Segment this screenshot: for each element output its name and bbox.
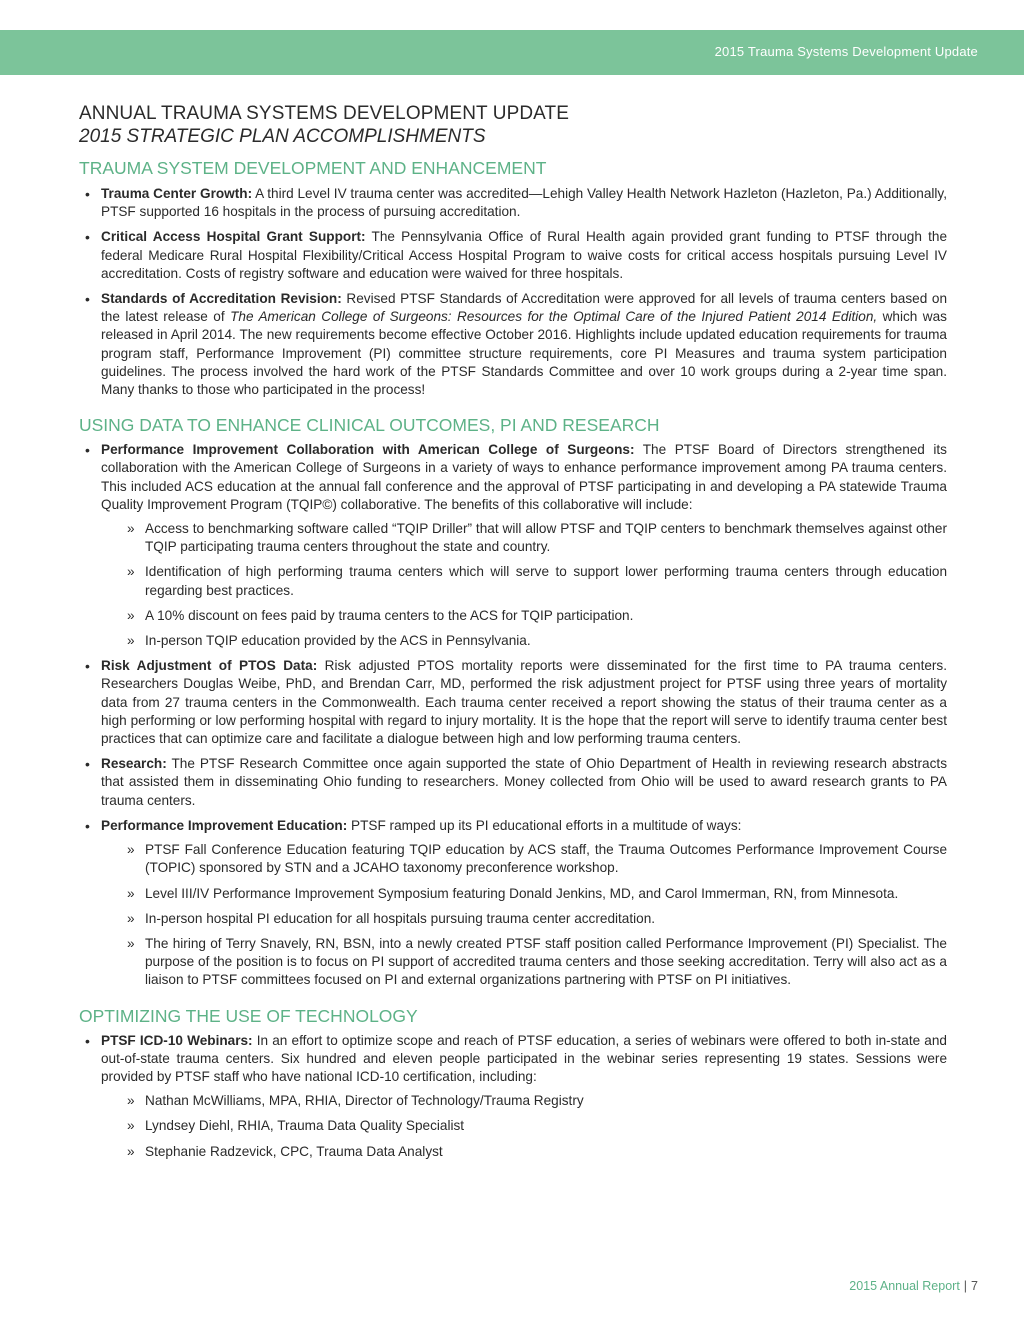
section-heading-using-data: USING DATA TO ENHANCE CLINICAL OUTCOMES, PI AND RESEARCH (79, 415, 660, 436)
bullet-item (79, 755, 947, 810)
sub-item: » Nathan McWilliams, MPA, RHIA, Director of Technology/Trauma Registry (101, 1092, 947, 1110)
bullet-item (79, 290, 947, 399)
bullet-text: A third Level IV trauma center was accredited—Lehigh Valley Health Network Hazleton (Hazleton, Pa.) Additionally, PTSF supported 16 hospitals in the process of pursuing accreditation. (101, 186, 947, 220)
sub-item: » Identification of high performing trauma centers which will serve to support lower performing trauma centers through education regarding best practices. (101, 563, 947, 599)
bullet-text: In an effort to optimize scope and reach of PTSF education, a series of webinars were offered to both in-state and out-of-state trauma centers. Six hundred and eleven people participated in the webinar series representing 19 states. Sessions were provided by PTSF staff who have national ICD-10 certification, including: (101, 1032, 947, 1084)
sub-item: » Lyndsey Diehl, RHIA, Trauma Data Quality Specialist (101, 1117, 947, 1135)
bullet-lead: Risk Adjustment of PTOS Data: (101, 658, 318, 674)
bullet-text: The Pennsylvania Office of Rural Health again provided grant funding to PTSF through the federal Medicare Rural Hospital Flexibility/Critical Access Hospital Program to waive costs for critical access hospitals pursuing Level IV accreditation. Costs of registry software and education were waived for three hospitals. (101, 229, 948, 281)
sub-item: » PTSF Fall Conference Education featuring TQIP education by ACS staff, the Trauma Outcomes Performance Improvement Course (TOPIC) sponsored by STN and a JCAHO taxonomy preconference workshop. (101, 841, 947, 877)
header-title: 2015 Trauma Systems Development Update (714, 44, 978, 59)
page-content (79, 102, 947, 1161)
bullet-item (79, 228, 947, 283)
bullet-lead: Research: (101, 756, 167, 772)
sub-item: » In-person hospital PI education for all hospitals pursuing trauma center accreditation. (101, 910, 947, 928)
bullet-lead: Critical Access Hospital Grant Support: (101, 229, 366, 245)
bullet-item (79, 185, 947, 221)
footer-separator: | (963, 1279, 968, 1293)
document-title: ANNUAL TRAUMA SYSTEMS DEVELOPMENT UPDATE (79, 103, 570, 124)
bullet-item (79, 657, 947, 748)
page-footer (849, 1279, 978, 1293)
sub-item: » Stephanie Radzevick, CPC, Trauma Data Analyst (101, 1143, 947, 1161)
page-number: 7 (971, 1279, 978, 1293)
bullet-lead: Performance Improvement Education: (101, 817, 348, 833)
sub-item: » Access to benchmarking software called “TQIP Driller” that will allow PTSF and TQIP centers to benchmark themselves against other TQIP participating trauma centers throughout the state and country. (101, 520, 947, 556)
section-heading-system-development: TRAUMA SYSTEM DEVELOPMENT AND ENHANCEMENT (79, 158, 547, 178)
header-bar (0, 30, 1024, 75)
sub-item: » Level III/IV Performance Improvement Symposium featuring Donald Jenkins, MD, and Carol Immerman, RN, from Minnesota. (101, 885, 947, 903)
sub-item: » A 10% discount on fees paid by trauma centers to the ACS for TQIP participation. (101, 607, 947, 625)
sub-item: » In-person TQIP education provided by the ACS in Pennsylvania. (101, 632, 947, 650)
bullet-italic-title: The American College of Surgeons: Resources for the Optimal Care of the Injured Patient 2014 Edition, (230, 309, 878, 325)
bullet-list (79, 1032, 947, 1161)
bullet-list (79, 441, 947, 989)
bullet-item (79, 1032, 947, 1161)
bullet-lead: Performance Improvement Collaboration with American College of Surgeons: (101, 442, 635, 458)
bullet-list (79, 185, 947, 399)
footer-label: 2015 Annual Report (849, 1279, 960, 1293)
sub-list (101, 520, 947, 650)
sub-list (101, 1092, 947, 1161)
bullet-text: PTSF ramped up its PI educational efforts in a multitude of ways: (347, 817, 742, 833)
bullet-text: The PTSF Board of Directors strengthened its collaboration with the American College of Surgeons in a variety of ways to enhance performance improvement among PA trauma centers. This included ACS education at the annual fall conference and the approval of PTSF participating in and developing a PA statewide Trauma Quality Improvement Program (TQIP©) collaborative. The benefits of this collaborative will include: (101, 442, 947, 512)
bullet-lead: Standards of Accreditation Revision: (101, 291, 342, 307)
bullet-text: Risk adjusted PTOS mortality reports were disseminated for the first time to PA trauma centers. Researchers Douglas Weibe, PhD, and Brendan Carr, MD, performed the risk adjustment project for PTSF using three years of mortality data from 27 trauma centers in the Commonwealth. Each trauma center received a report showing the status of their trauma center as a high performing or low performing hospital with regard to injury mortality. It is the hope that the report will serve to identify trauma center best practices that can optimize care and facilitate a dialogue between high and low performing trauma centers. (101, 658, 948, 747)
bullet-lead: PTSF ICD-10 Webinars: (101, 1032, 253, 1048)
bullet-text: The PTSF Research Committee once again supported the state of Ohio Department of Health in reviewing research abstracts that assisted them in disseminating Ohio funding to researchers. Money collected from Ohio will be used to award research grants to PA trauma centers. (101, 756, 947, 808)
section-heading-technology: OPTIMIZING THE USE OF TECHNOLOGY (79, 1005, 418, 1026)
document-subtitle: 2015 STRATEGIC PLAN ACCOMPLISHMENTS (79, 126, 486, 147)
bullet-item (79, 817, 947, 990)
sub-list (101, 841, 947, 989)
bullet-lead: Trauma Center Growth: (101, 186, 253, 201)
bullet-item (79, 441, 947, 650)
bullet-text: which was released in April 2014. The new requirements become effective October 2016. Highlights include updated education requirements for trauma program staff, Performance Improvement (PI) committee structure requirements, core PI Measures and trauma system participation guidelines. The process involved the hard work of the PTSF Standards Committee and over 10 work groups during a 2-year time span. Many thanks to those who participated in the process! (101, 309, 947, 398)
bullet-text: Revised PTSF Standards of Accreditation were approved for all levels of trauma centers based on the latest release of (101, 291, 948, 325)
sub-item: » The hiring of Terry Snavely, RN, BSN, into a newly created PTSF staff position called Performance Improvement (PI) Specialist. The purpose of the position is to focus on PI support of accredited trauma centers and those seeking accreditation. Terry will also act as a liaison to PTSF committees focused on PI and external organizations partnering with PTSF on PI initiatives. (101, 935, 947, 990)
